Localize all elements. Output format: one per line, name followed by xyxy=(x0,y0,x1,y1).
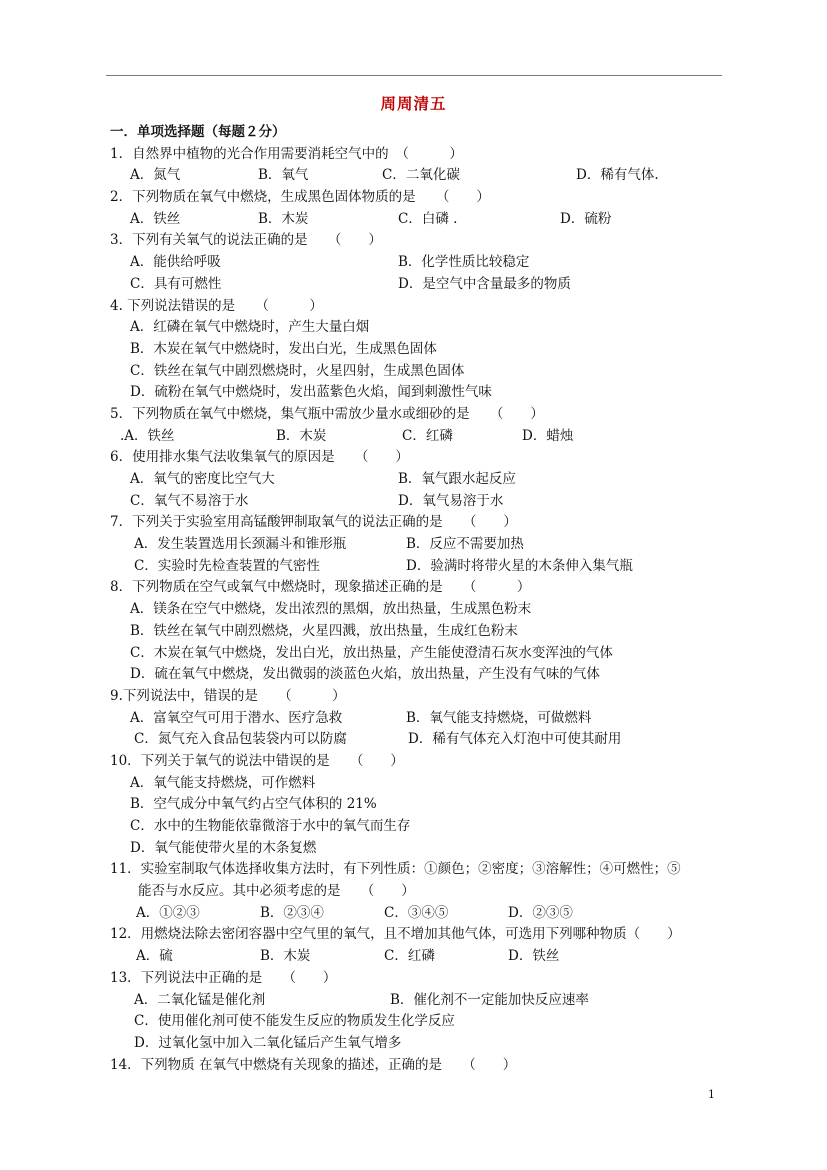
question-14-stem: 14．下列物质 在氧气中燃烧有关现象的描述，正确的是 （ ） xyxy=(110,1056,517,1073)
question-8-option-a-row xyxy=(110,599,730,621)
question-8-option-b: B．铁丝在氧气中剧烈燃烧，火星四溅，放出热量，生成红色粉末 xyxy=(130,622,518,639)
question-6-option-a: A．氧气的密度比空气大 xyxy=(130,471,275,487)
question-1-option-a: A．氮气 xyxy=(130,167,181,184)
question-4-option-d-row xyxy=(110,382,730,404)
question-7-option-d: D．验满时将带火星的木条伸入集气瓶 xyxy=(406,557,633,574)
question-8-option-c: C．木炭在氧气中燃烧，发出白光，放出热量，产生能使澄清石灰水变浑浊的气体 xyxy=(130,644,613,661)
question-10-option-d: D．氧气能使带火星的木条复燃 xyxy=(130,839,317,856)
question-2-option-c: C．白磷 . xyxy=(398,210,458,227)
question-9-options-row2 xyxy=(110,729,730,751)
question-2-option-a: A．铁丝 xyxy=(130,210,181,227)
question-5-option-a: .A．铁丝 xyxy=(120,427,175,444)
question-13-option-d: D．过氧化氢中加入二氧化锰后产生氧气增多 xyxy=(134,1034,402,1051)
question-7-stem: 7．下列关于实验室用高锰酸钾制取氧气的说法正确的是 （ ） xyxy=(110,514,517,531)
question-4-option-c-row xyxy=(110,361,730,383)
question-list xyxy=(110,122,730,1076)
question-8-stem: 8．下列物质在空气或氧气中燃烧时，现象描述正确的是 （ ） xyxy=(110,579,531,596)
question-4-option-b: B．木炭在氧气中燃烧时，发出白光，生成黑色固体 xyxy=(130,340,437,357)
question-10-option-c: C．水中的生物能依靠微溶于水中的氧气而生存 xyxy=(130,818,411,834)
question-6-option-b: B．氧气跟水起反应 xyxy=(398,471,516,487)
question-3-options-row2 xyxy=(110,274,730,296)
question-13-options-row1 xyxy=(110,990,730,1012)
question-13-stem: 13．下列说法中正确的是 （ ） xyxy=(110,969,337,986)
question-12-option-b: B．木炭 xyxy=(260,948,311,965)
question-1-option-d: D．稀有气体. xyxy=(576,167,659,184)
question-2-stem: 2．下列物质在氧气中燃烧，生成黑色固体物质的是 （ ） xyxy=(110,189,490,206)
question-2-option-d: D．硫粉 xyxy=(560,210,612,227)
header-rule xyxy=(106,75,722,76)
question-12-option-a: A．硫 xyxy=(136,948,173,965)
question-10-option-c-row xyxy=(110,816,730,838)
question-8-option-d: D．硫在氧气中燃烧，发出微弱的淡蓝色火焰，放出热量，产生没有气味的气体 xyxy=(130,666,600,683)
question-12-option-d: D．铁丝 xyxy=(508,948,560,965)
question-6-option-d: D．氧气易溶于水 xyxy=(398,492,504,509)
question-10-option-b: B．空气成分中氧气约占空气体积的 21% xyxy=(130,796,377,813)
question-2-option-b: B．木炭 xyxy=(258,210,309,227)
question-12-option-c: C．红磷 xyxy=(384,948,435,965)
question-2-options xyxy=(110,209,730,231)
question-11-option-b: B．②③④ xyxy=(260,904,324,921)
question-3-stem: 3．下列有关氧气的说法正确的是 （ ） xyxy=(110,232,382,249)
question-6-options-row2 xyxy=(110,491,730,513)
question-9-option-c: C．氮气充入食品包装袋内可以防腐 xyxy=(134,731,347,748)
question-9-option-d: D．稀有气体充入灯泡中可使其耐用 xyxy=(408,731,622,748)
question-1-options xyxy=(110,165,730,187)
question-5-option-c: C．红磷 xyxy=(402,427,453,444)
question-11-stem-cont: 能否与水反应。其中必须考虑的是 （ ） xyxy=(138,883,415,900)
page-number: 1 xyxy=(708,1088,715,1101)
question-4-option-a-row xyxy=(110,317,730,339)
question-3-option-a: A．能供给呼吸 xyxy=(130,254,221,271)
question-5-stem: 5．下列物质在氧气中燃烧，集气瓶中需放少量水或细砂的是 （ ） xyxy=(110,405,544,422)
question-1-option-b: B．氧气 xyxy=(258,167,309,184)
question-1-option-c: C．二氧化碳 xyxy=(382,167,460,184)
question-4-option-c: C．铁丝在氧气中剧烈燃烧时，火星四射，生成黑色固体 xyxy=(130,362,465,379)
question-10-option-b-row xyxy=(110,794,730,816)
page-title: 周周清五 xyxy=(380,94,447,113)
question-13-option-d-row xyxy=(110,1033,730,1055)
question-11-stem: 11．实验室制取气体选择收集方法时，有下列性质：①颜色；②密度；③溶解性；④可燃性；⑤ xyxy=(110,861,681,878)
question-7-option-c: C．实验时先检查装置的气密性 xyxy=(134,557,320,574)
question-11-option-d: D．②③⑤ xyxy=(508,904,573,921)
question-3-option-d: D．是空气中含量最多的物质 xyxy=(398,275,571,292)
question-6-stem: 6．使用排水集气法收集氧气的原因是 （ ） xyxy=(110,449,409,466)
question-7-options-row1 xyxy=(110,534,730,556)
question-4-stem: 4. 下列说法错误的是 （ ） xyxy=(110,297,323,314)
question-10-option-d-row xyxy=(110,838,730,860)
question-11-option-a: A．①②③ xyxy=(136,904,200,921)
question-7-options-row2 xyxy=(110,556,730,578)
question-8-option-d-row xyxy=(110,664,730,686)
question-5-option-b: B．木炭 xyxy=(276,427,327,444)
question-3-option-b: B．化学性质比较稳定 xyxy=(398,254,530,271)
question-6-options-row1 xyxy=(110,469,730,491)
question-5-options xyxy=(110,426,730,448)
question-4-option-d: D．硫粉在氧气中燃烧时，发出蓝紫色火焰，闻到刺激性气味 xyxy=(130,384,492,401)
question-13-option-b: B．催化剂不一定能加快反应速率 xyxy=(390,991,589,1008)
question-10-stem: 10．下列关于氧气的说法中错误的是 （ ） xyxy=(110,752,404,769)
question-5-option-d: D．蜡烛 xyxy=(522,427,574,444)
question-3-option-c: C．具有可燃性 xyxy=(130,275,222,292)
question-8-option-a: A．镁条在空气中燃烧，发出浓烈的黑烟，放出热量，生成黑色粉末 xyxy=(130,601,532,618)
question-11-options xyxy=(110,903,730,925)
question-12-options xyxy=(110,946,730,968)
question-1-stem: 1．自然界中植物的光合作用需要消耗空气中的 （ ） xyxy=(110,145,463,162)
question-13-option-c-row xyxy=(110,1011,730,1033)
question-9-stem: 9.下列说法中，错误的是 （ ） xyxy=(110,687,346,704)
question-7-option-a: A．发生装置选用长颈漏斗和锥形瓶 xyxy=(134,536,347,553)
question-10-option-a-row xyxy=(110,773,730,795)
question-8-option-b-row xyxy=(110,621,730,643)
question-12-stem: 12．用燃烧法除去密闭容器中空气里的氧气，且不增加其他气体，可选用下列哪种物质（ ） xyxy=(110,926,681,943)
question-8-option-c-row xyxy=(110,643,730,665)
section-heading: 一．单项选择题（每题２分） xyxy=(110,124,286,140)
question-13-option-c: C．使用催化剂可使不能发生反应的物质发生化学反应 xyxy=(134,1013,455,1030)
question-4-option-a: A．红磷在氧气中燃烧时，产生大量白烟 xyxy=(130,319,370,336)
question-9-options-row1 xyxy=(110,708,730,730)
question-9-option-a: A．富氧空气可用于潜水、医疗急救 xyxy=(130,709,343,726)
question-6-option-c: C．氧气不易溶于水 xyxy=(130,492,249,509)
question-10-option-a: A．氧气能支持燃烧，可作燃料 xyxy=(130,774,316,791)
question-9-option-b: B．氧气能支持燃烧，可做燃料 xyxy=(406,709,592,726)
question-3-options-row1 xyxy=(110,252,730,274)
question-13-option-a: A．二氧化锰是催化剂 xyxy=(134,991,266,1008)
question-4-option-b-row xyxy=(110,339,730,361)
question-11-option-c: C．③④⑤ xyxy=(384,904,449,921)
question-7-option-b: B．反应不需要加热 xyxy=(406,536,524,553)
